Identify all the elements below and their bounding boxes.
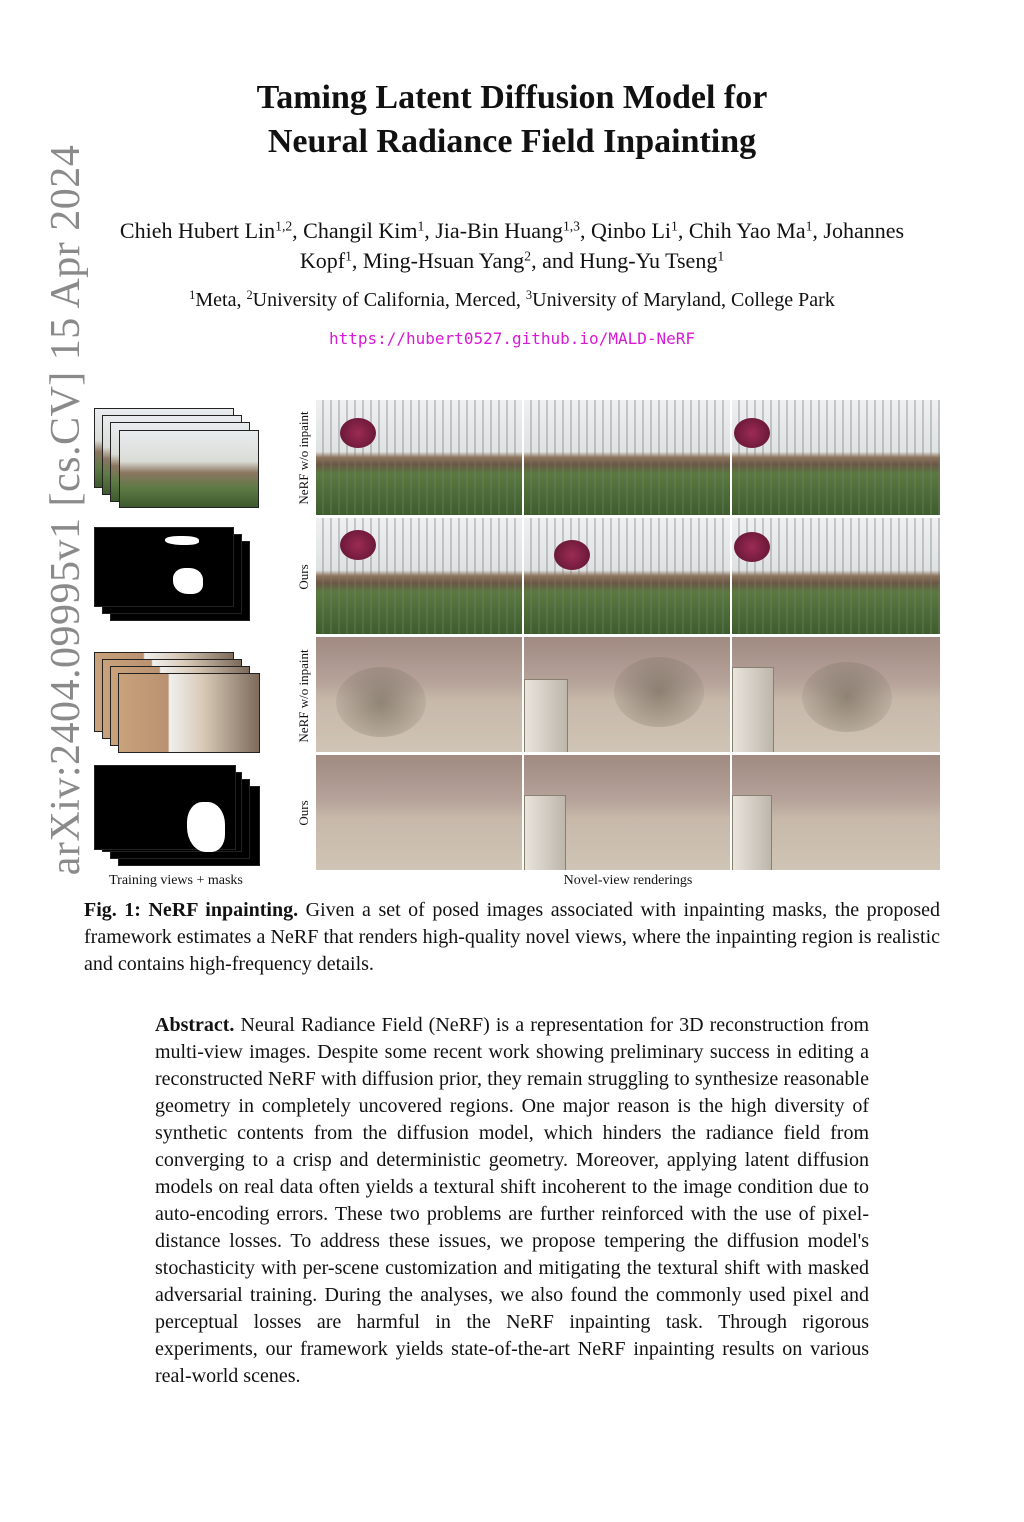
rendering-room-ours	[316, 755, 522, 870]
affiliation: $^1$Meta	[189, 288, 237, 311]
rendering-room-baseline	[316, 637, 522, 752]
affiliation: $^2$University of California, Merced	[246, 288, 516, 311]
training-views-garden	[94, 408, 264, 503]
author: Chieh Hubert Lin$^{1,2}$	[119, 218, 293, 243]
author: Hung-Yu Tseng$^1$	[579, 248, 725, 273]
left-column-caption: Training views + masks	[109, 873, 243, 888]
author: Jia-Bin Huang$^{1,3}$	[435, 218, 580, 243]
training-view-image	[118, 673, 260, 753]
mask-image	[94, 527, 234, 607]
affiliation-list: $^1$Meta, $^2$University of California, Merced, $^3$University of Maryland, College Park	[189, 288, 835, 311]
rendering-room-ours	[732, 755, 940, 870]
training-masks-garden	[94, 527, 264, 622]
abstract	[155, 1012, 869, 1390]
author: Changil Kim$^1$	[303, 218, 425, 243]
figure-caption-text: Given a set of posed images associated with inpainting masks, the proposed framework estimates a NeRF that renders high-quality novel views, where the inpainting region is realistic and contains high-frequency details.	[84, 899, 941, 975]
row-label: Ours	[296, 564, 311, 590]
author: Ming-Hsuan Yang$^2$	[362, 248, 532, 273]
training-masks-room	[94, 765, 264, 865]
project-url-link[interactable]: https://hubert0527.github.io/MALD-NeRF	[328, 329, 696, 348]
rendering-garden-ours	[732, 518, 940, 634]
figure-caption	[84, 897, 940, 978]
training-view-image	[119, 430, 259, 508]
training-views-room	[94, 652, 264, 752]
author: Johannes Kopf$^1$	[299, 218, 905, 273]
rendering-garden-ours	[524, 518, 730, 634]
affiliation: $^3$University of Maryland, College Park	[525, 288, 835, 311]
row-label: Ours	[296, 800, 311, 826]
title-line-2: Neural Radiance Field Inpainting	[267, 123, 757, 160]
arxiv-identifier-stamp: arXiv:2404.09995v1 [cs.CV] 15 Apr 2024	[43, 144, 89, 876]
rendering-garden-baseline	[524, 400, 730, 515]
mask-image	[94, 765, 236, 850]
author: Qinbo Li$^1$	[590, 218, 678, 243]
right-column-caption: Novel-view renderings	[563, 873, 693, 888]
author-list: Chieh Hubert Lin$^{1,2}$, Changil Kim$^1$, Jia-Bin Huang$^{1,3}$, Qinbo Li$^1$, Chih Yao Ma$^1$, Johannes Kopf$^1$, Ming-Hsuan Yang$^2$, and Hung-Yu Tseng$^1$	[119, 218, 905, 273]
author: Chih Yao Ma$^1$	[688, 218, 813, 243]
rendering-garden-baseline	[316, 400, 522, 515]
rendering-room-baseline	[524, 637, 730, 752]
row-label: NeRF w/o inpaint	[296, 411, 311, 505]
figure-caption-label: Fig. 1: NeRF inpainting.	[84, 899, 299, 921]
title-line-1: Taming Latent Diffusion Model for	[256, 79, 768, 116]
abstract-heading: Abstract.	[155, 1014, 235, 1036]
abstract-text: Neural Radiance Field (NeRF) is a representation for 3D reconstruction from multi-view images. Despite some recent work showing preliminary success in editing a reconstructed NeRF with diffusion prior, they remain struggling to synthesize reasonable geometry in completely uncovered regions. One major reason is the high diversity of synthetic contents from the diffusion model, which hinders the radiance field from converging to a crisp and deterministic geometry. Moreover, applying latent diffusion models on real data often yields a textural shift incoherent to the image condition due to auto-encoding errors. These two problems are further reinforced with the use of pixel-distance losses. To address these issues, we propose tempering the diffusion model's stochasticity with per-scene customization and mitigating the textural shift with masked adversarial training. During the analyses, we also found the commonly used pixel and perceptual losses are harmful in the NeRF inpainting task. Through rigorous experiments, our framework yields state-of-the-art NeRF inpainting results on various real-world scenes.	[155, 1014, 869, 1387]
rendering-garden-ours	[316, 518, 522, 634]
rendering-room-ours	[524, 755, 730, 870]
rendering-room-baseline	[732, 637, 940, 752]
rendering-garden-baseline	[732, 400, 940, 515]
row-label: NeRF w/o inpaint	[296, 649, 311, 743]
